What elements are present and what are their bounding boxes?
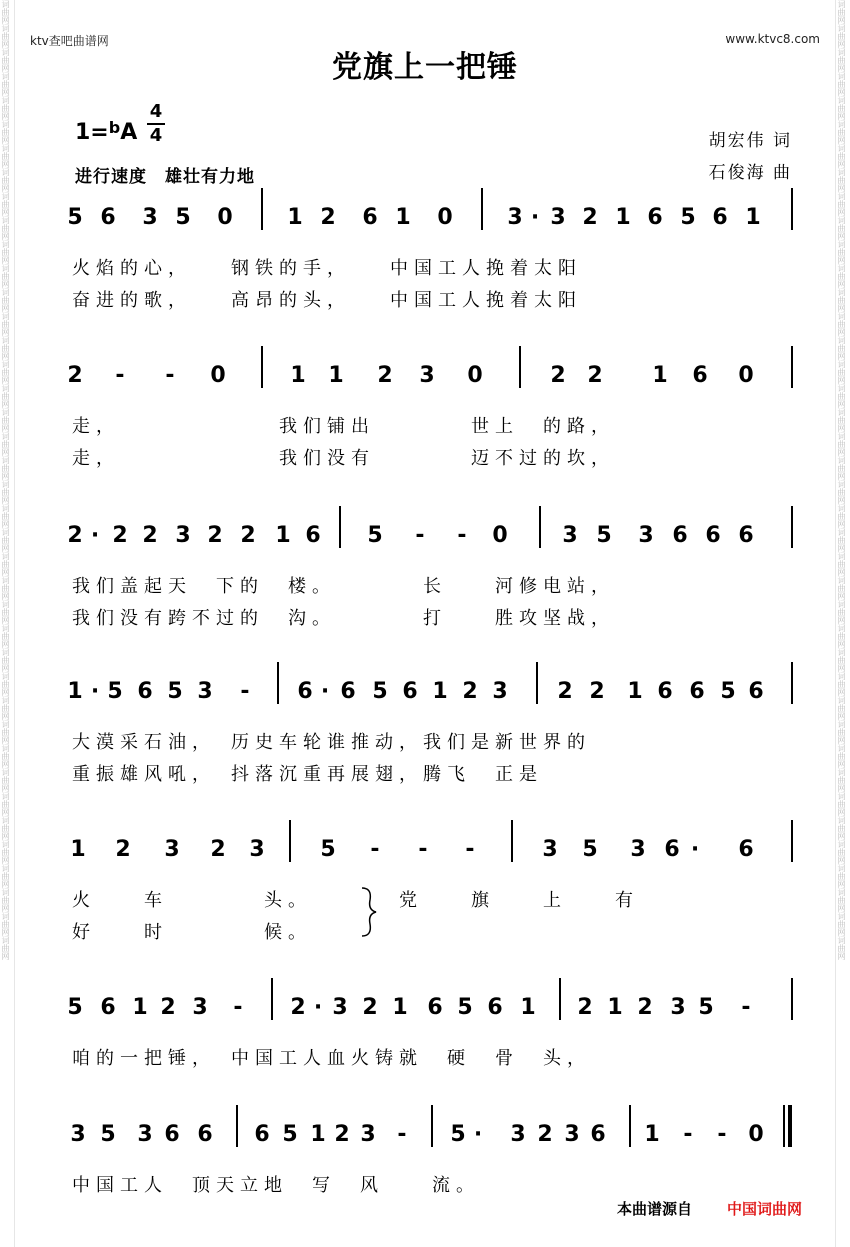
note: 2 [587, 363, 603, 388]
note: 0 [492, 523, 508, 548]
note: 1 [615, 205, 631, 230]
note: 6 [705, 523, 721, 548]
note: 2 [462, 679, 478, 704]
note: 6 [657, 679, 673, 704]
note: 2 [377, 363, 393, 388]
note: 3 [175, 523, 191, 548]
note: 6 [748, 679, 764, 704]
note: - [683, 1122, 693, 1147]
note: 2 [67, 523, 83, 548]
lyric-verse-1: 走， 我们铺出 世上 的路， [72, 416, 615, 437]
note: 5 [320, 837, 336, 862]
note: 5 [457, 995, 473, 1020]
note: 5 [720, 679, 736, 704]
note: 3 [507, 205, 523, 230]
lyric-verse-2: 重振雄风吼， 抖落沉重再展翅，腾飞 正是 [72, 764, 543, 785]
note: - [233, 995, 243, 1020]
note: 1 [275, 523, 291, 548]
site-name-left[interactable]: ktv查吧曲谱网 [30, 34, 109, 48]
note: - [717, 1122, 727, 1147]
note: 1 [70, 837, 86, 862]
note: 0 [467, 363, 483, 388]
note: 2 [112, 523, 128, 548]
note: 3 [419, 363, 435, 388]
note: 1 [745, 205, 761, 230]
note: 0 [437, 205, 453, 230]
note: 5 [450, 1122, 466, 1147]
note: 2 [582, 205, 598, 230]
note: 1 [432, 679, 448, 704]
tempo-marking: 进行速度 雄壮有力地 [75, 167, 255, 187]
note: 1 [132, 995, 148, 1020]
note: - [115, 363, 125, 388]
lyric-verse-2: 我们没有跨不过的 沟。 打 胜攻坚战， [72, 608, 615, 629]
note: · [90, 679, 100, 704]
note: 5 [596, 523, 612, 548]
note: 5 [680, 205, 696, 230]
note: · [313, 995, 323, 1020]
note: 3 [630, 837, 646, 862]
note: 6 [100, 205, 116, 230]
note: · [530, 205, 540, 230]
note: 3 [192, 995, 208, 1020]
note: - [415, 523, 425, 548]
note: 6 [689, 679, 705, 704]
note: 3 [197, 679, 213, 704]
note: 1 [67, 679, 83, 704]
note: 3 [564, 1122, 580, 1147]
note: 6 [672, 523, 688, 548]
note: 6 [100, 995, 116, 1020]
note: · [320, 679, 330, 704]
note: 2 [240, 523, 256, 548]
note: 1 [395, 205, 411, 230]
lyric-verse-1: 我们盖起天 下的 楼。 长 河修电站， [72, 576, 615, 597]
note: 2 [334, 1122, 350, 1147]
note: 6 [692, 363, 708, 388]
note: 2 [537, 1122, 553, 1147]
note: 6 [362, 205, 378, 230]
note: - [465, 837, 475, 862]
note: 5 [100, 1122, 116, 1147]
note: 1 [290, 363, 306, 388]
note: 2 [290, 995, 306, 1020]
note: - [165, 363, 175, 388]
note: 2 [637, 995, 653, 1020]
note: 3 [550, 205, 566, 230]
lyric-verse-2: 好 时 候。 [72, 922, 312, 943]
note: 2 [550, 363, 566, 388]
note: 3 [492, 679, 508, 704]
note: 1 [520, 995, 536, 1020]
note: 3 [164, 837, 180, 862]
note: 6 [137, 679, 153, 704]
note: 5 [582, 837, 598, 862]
note: 0 [738, 363, 754, 388]
note: 2 [320, 205, 336, 230]
note: 1 [287, 205, 303, 230]
note: 6 [427, 995, 443, 1020]
note: 1 [607, 995, 623, 1020]
note: 5 [167, 679, 183, 704]
watermark-left: 词曲网词曲网词曲网词曲网词曲网词曲网词曲网词曲网词曲网词曲网词曲网词曲网词曲网词曲网词曲网词曲网词曲网词曲网词曲网词曲网词曲网词曲网词曲网词曲网词曲网词曲网词曲网词曲网词曲网词曲网词曲网词曲网词曲网词曲网词曲网词曲网词曲网词曲网词曲网词曲网 [1, 0, 10, 960]
note: 5 [175, 205, 191, 230]
lyricist-credit: 胡宏伟 词 [708, 131, 792, 151]
source-note: 本曲谱源自 [617, 1200, 693, 1218]
time-signature: 4 4 [147, 102, 165, 146]
note: 1 [644, 1122, 660, 1147]
lyric-verse-2: 奋进的歌， 高昂的头， 中国工人挽着太阳 [72, 290, 582, 311]
note: · [473, 1122, 483, 1147]
lyric-verse-1: 咱的一把锤， 中国工人血火铸就 硬 骨 头， [72, 1048, 591, 1069]
lyric-verse-1: 中国工人 顶天立地 写 风 流。 [72, 1175, 480, 1196]
note: 0 [217, 205, 233, 230]
note: 3 [670, 995, 686, 1020]
note: 2 [67, 363, 83, 388]
note: 5 [367, 523, 383, 548]
song-title: 党旗上一把锤 [332, 50, 518, 85]
note: 5 [67, 205, 83, 230]
note: 6 [254, 1122, 270, 1147]
note: - [240, 679, 250, 704]
note: 6 [197, 1122, 213, 1147]
note: 1 [328, 363, 344, 388]
note: - [457, 523, 467, 548]
note: · [690, 837, 700, 862]
note: - [418, 837, 428, 862]
lyric-verse-1: 大漠采石油， 历史车轮谁推动，我们是新世界的 [72, 732, 591, 753]
note: 6 [305, 523, 321, 548]
note: 2 [207, 523, 223, 548]
note: · [90, 523, 100, 548]
watermark-right: 词曲网词曲网词曲网词曲网词曲网词曲网词曲网词曲网词曲网词曲网词曲网词曲网词曲网词曲网词曲网词曲网词曲网词曲网词曲网词曲网词曲网词曲网词曲网词曲网词曲网词曲网词曲网词曲网词曲网词曲网词曲网词曲网词曲网词曲网词曲网词曲网词曲网词曲网词曲网词曲网 [837, 0, 846, 960]
note: 3 [142, 205, 158, 230]
note: 2 [160, 995, 176, 1020]
note: 3 [332, 995, 348, 1020]
note: 2 [115, 837, 131, 862]
note: 2 [142, 523, 158, 548]
note: 2 [362, 995, 378, 1020]
note: 5 [372, 679, 388, 704]
note: 2 [210, 837, 226, 862]
note: 1 [627, 679, 643, 704]
note: 6 [340, 679, 356, 704]
note: 3 [542, 837, 558, 862]
note: 5 [67, 995, 83, 1020]
note: 0 [210, 363, 226, 388]
note: 5 [282, 1122, 298, 1147]
note: 6 [297, 679, 313, 704]
note: 3 [638, 523, 654, 548]
note: 6 [487, 995, 503, 1020]
note: 6 [738, 837, 754, 862]
note: 1 [310, 1122, 326, 1147]
note: 2 [577, 995, 593, 1020]
note: 6 [402, 679, 418, 704]
note: - [397, 1122, 407, 1147]
note: 3 [562, 523, 578, 548]
note: 1 [392, 995, 408, 1020]
note: 6 [164, 1122, 180, 1147]
note: 3 [360, 1122, 376, 1147]
note: 3 [249, 837, 265, 862]
source-site-link[interactable]: 中国词曲网 [727, 1200, 803, 1218]
note: 6 [712, 205, 728, 230]
note: 0 [748, 1122, 764, 1147]
note: 6 [647, 205, 663, 230]
note: 3 [137, 1122, 153, 1147]
note: - [741, 995, 751, 1020]
note: 3 [70, 1122, 86, 1147]
site-url-right[interactable]: www.ktvc8.com [725, 32, 820, 46]
note: 6 [590, 1122, 606, 1147]
note: 2 [589, 679, 605, 704]
note: 5 [698, 995, 714, 1020]
lyric-verse-1: 火 车 头。 党 旗 上 有 [72, 890, 639, 911]
lyric-verse-2: 走， 我们没有 迈不过的坎， [72, 448, 615, 469]
note: 3 [510, 1122, 526, 1147]
note: 5 [107, 679, 123, 704]
composer-credit: 石俊海 曲 [708, 163, 792, 183]
note: - [370, 837, 380, 862]
note: 6 [738, 523, 754, 548]
note: 2 [557, 679, 573, 704]
lyric-verse-1: 火焰的心， 钢铁的手， 中国工人挽着太阳 [72, 258, 582, 279]
note: 1 [652, 363, 668, 388]
note: 6 [664, 837, 680, 862]
